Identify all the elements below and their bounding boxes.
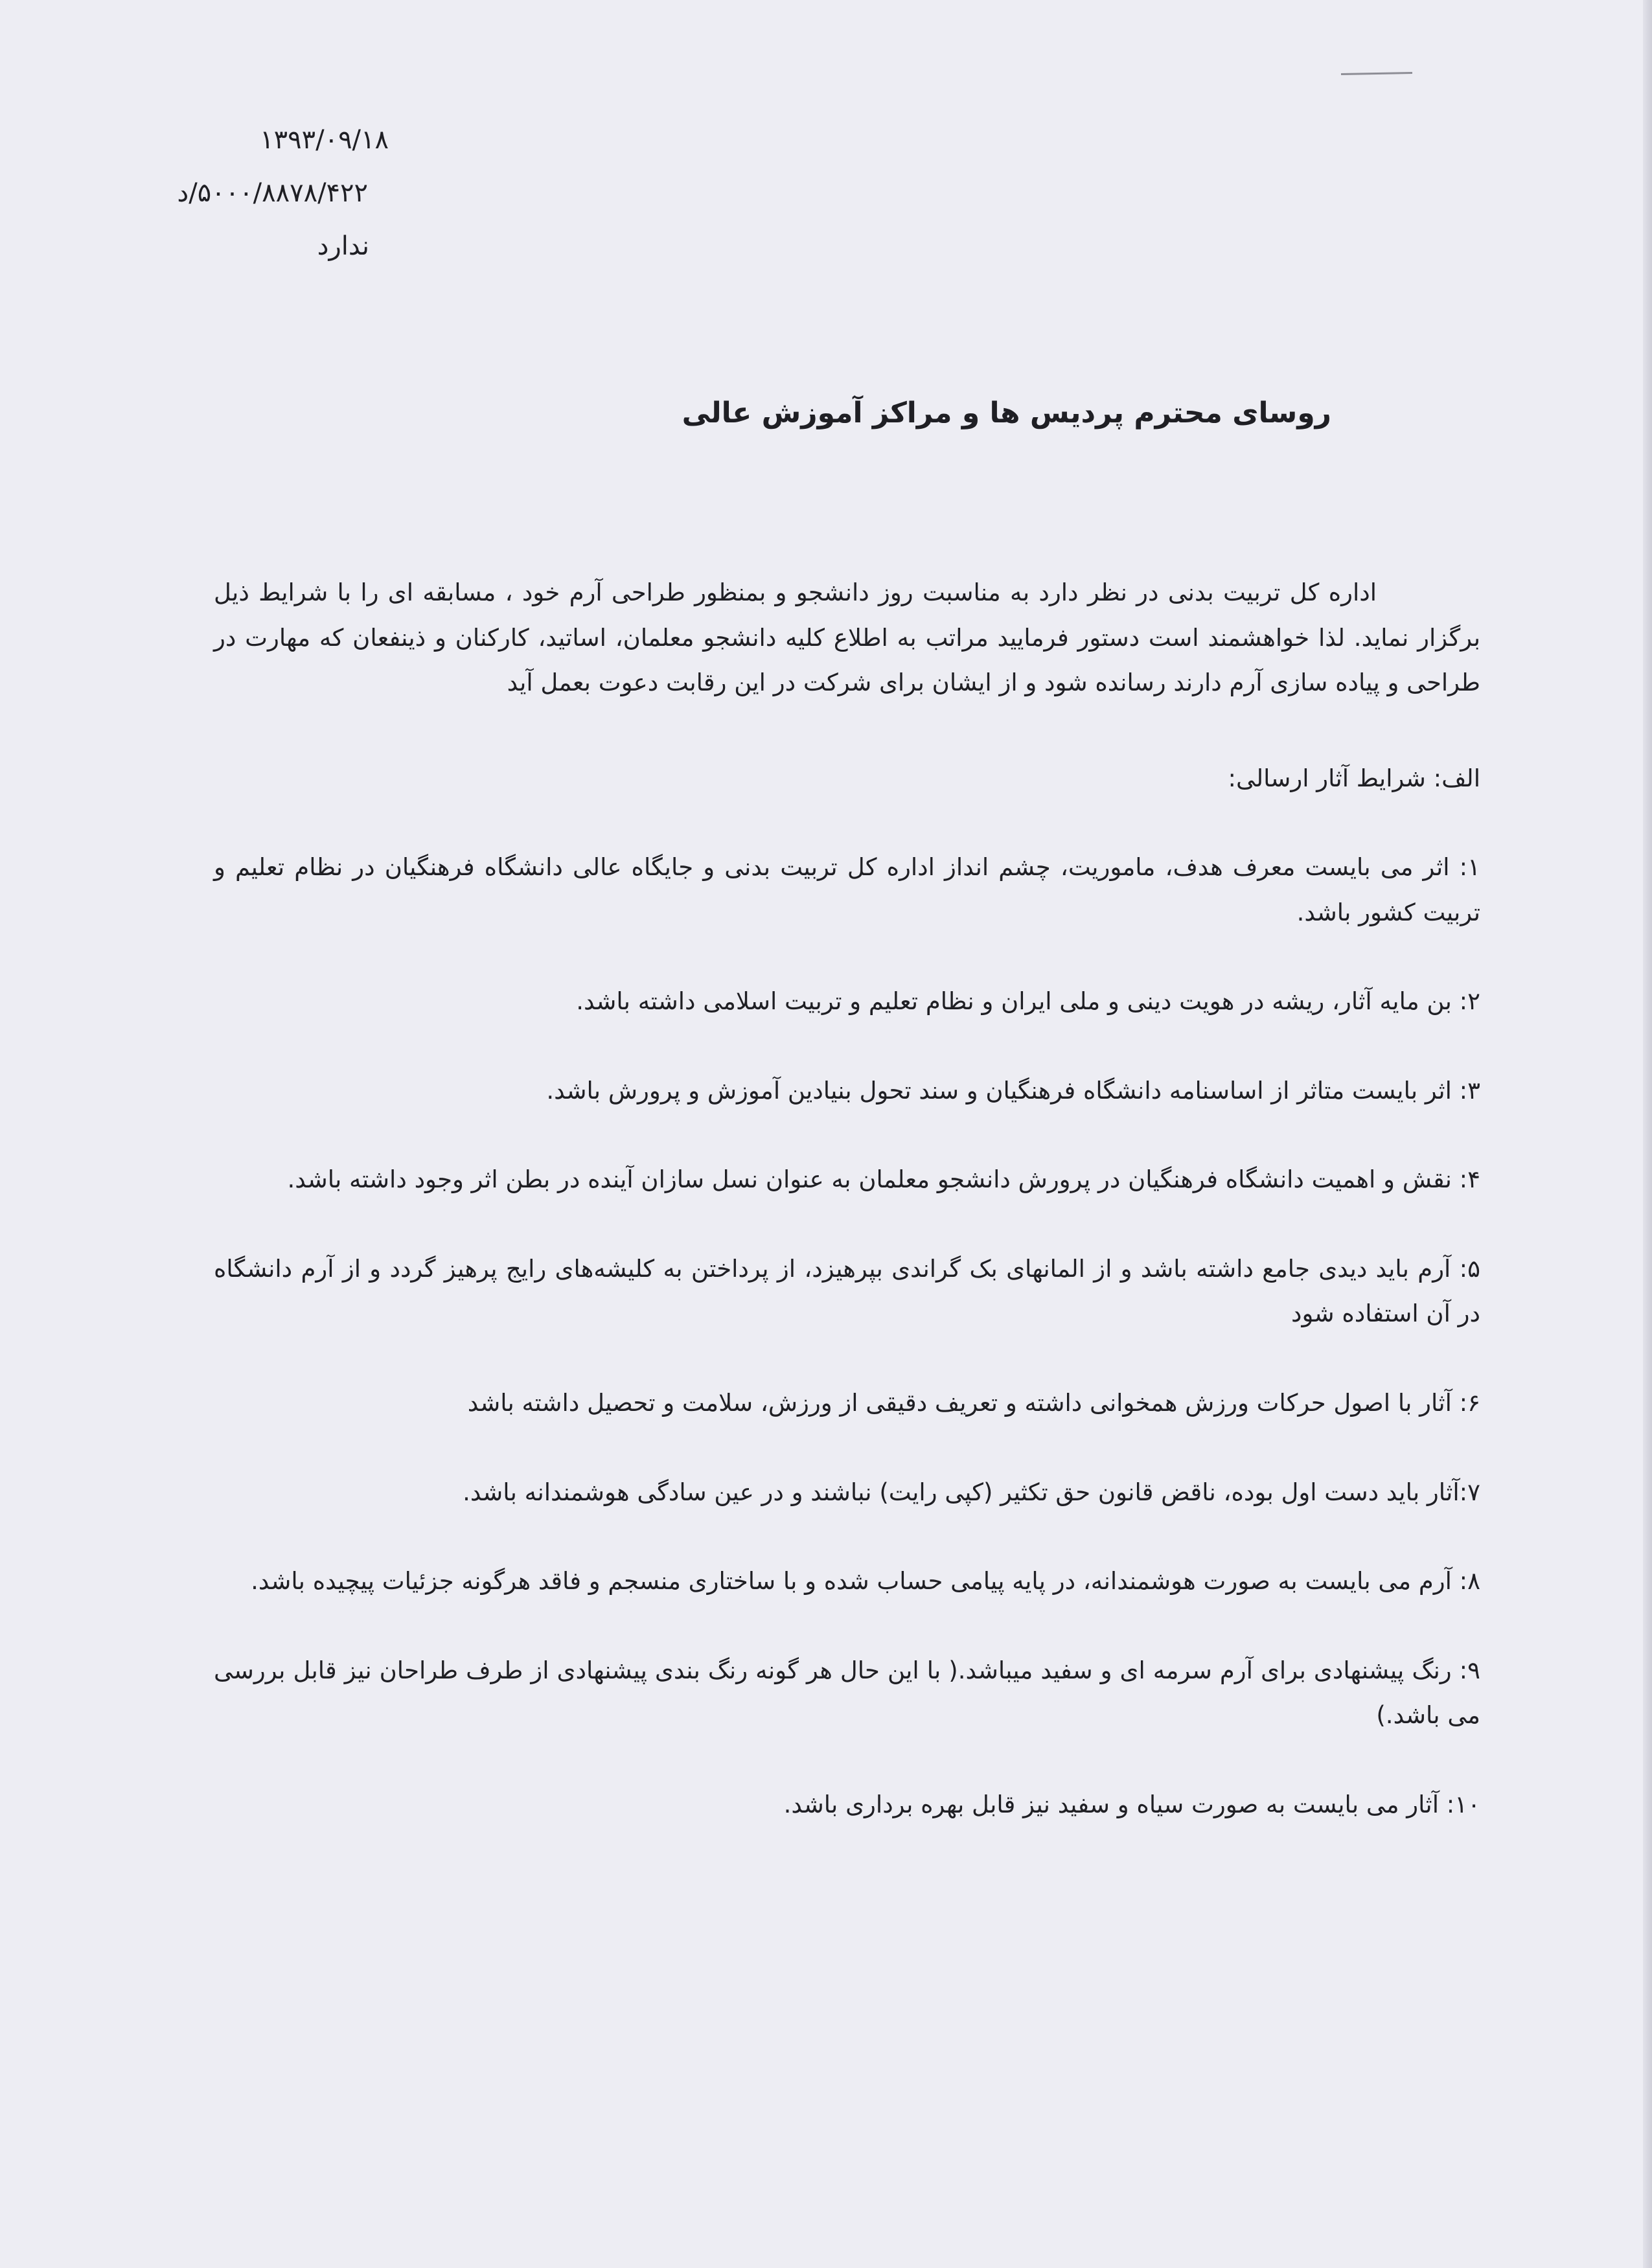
addressee-title: روسای محترم پردیس ها و مراکز آموزش عالی [682, 396, 1331, 430]
condition-item-3: ۳: اثر بایست متاثر از اساسنامه دانشگاه فرهنگیان و سند تحول بنیادین آموزش و پرورش باشد. [546, 1076, 1480, 1105]
edge-mark [1341, 72, 1412, 75]
condition-item-2: ۲: بن مایه آثار، ریشه در هویت دینی و ملی ایران و نظام تعلیم و تربیت اسلامی داشته باشد. [576, 987, 1480, 1016]
condition-item-7: ۷:آثار باید دست اول بوده، ناقض قانون حق تکثیر (کپی رایت) نباشند و در عین سادگی هوشمندانه باشد. [463, 1478, 1480, 1506]
condition-item-8: ۸: آرم می بایست به صورت هوشمندانه، در پایه پیامی حساب شده و با ساختاری منسجم و فاقد هرگونه جزئیات پیچیده باشد. [251, 1567, 1480, 1596]
scan-edge [1643, 0, 1652, 2268]
condition-item-5: ۵: آرم باید دیدی جامع داشته باشد و از المانهای بک گراندی بپرهیزد، از پرداختن به کلیشه‌های رایج پرهیز گردد و از آرم دانشگاه در آن استفاده شود [214, 1254, 1480, 1328]
condition-item-10: ۱۰: آثار می بایست به صورت سیاه و سفید نیز قابل بهره برداری باشد. [783, 1790, 1480, 1818]
letter-attachment: ندارد [317, 231, 369, 261]
letter-header [136, 113, 408, 273]
condition-item-9: ۹: رنگ پیشنهادی برای آرم سرمه ای و سفید میباشد.( با این حال هر گونه رنگ بندی پیشنهادی از طرف طراحان نیز قابل بررسی می باشد.) [214, 1656, 1480, 1730]
condition-item-4: ۴: نقش و اهمیت دانشگاه فرهنگیان در پرورش دانشجو معلمان به عنوان نسل سازان آینده در بطن اثر وجود داشته باشد. [287, 1165, 1480, 1194]
letter-number: ۵۰۰۰/۸۸۷۸/۴۲۲/د [177, 178, 368, 208]
section-title: الف: شرایط آثار ارسالی: [1228, 764, 1480, 792]
condition-item-6: ۶: آثار با اصول حرکات ورزش همخوانی داشته و تعریف دقیقی از ورزش، سلامت و تحصیل داشته باشد [467, 1389, 1480, 1417]
intro-paragraph: اداره کل تربیت بدنی در نظر دارد به مناسبت روز دانشجو و بمنظور طراحی آرم خود ، مسابقه ای را با شرایط ذیل برگزار نماید. لذا خواهشمند است دستور فرمایید مراتب به اطلاع کلیه دانشجو معلمان، اساتید، کارکنان و ذینفعان که مهارت در طراحی و پیاده سازی آرم دارند رسانده شود و از ایشان برای شرکت در این رقابت دعوت بعمل آید [214, 578, 1480, 697]
letter-date: ۱۳۹۳/۰۹/۱۸ [260, 125, 389, 155]
letter-body [214, 570, 1480, 1827]
condition-item-1: ۱: اثر می بایست معرف هدف، ماموریت، چشم انداز اداره کل تربیت بدنی و جایگاه عالی دانشگاه فرهنگیان در نظام تعلیم و تربیت کشور باشد. [214, 853, 1480, 926]
